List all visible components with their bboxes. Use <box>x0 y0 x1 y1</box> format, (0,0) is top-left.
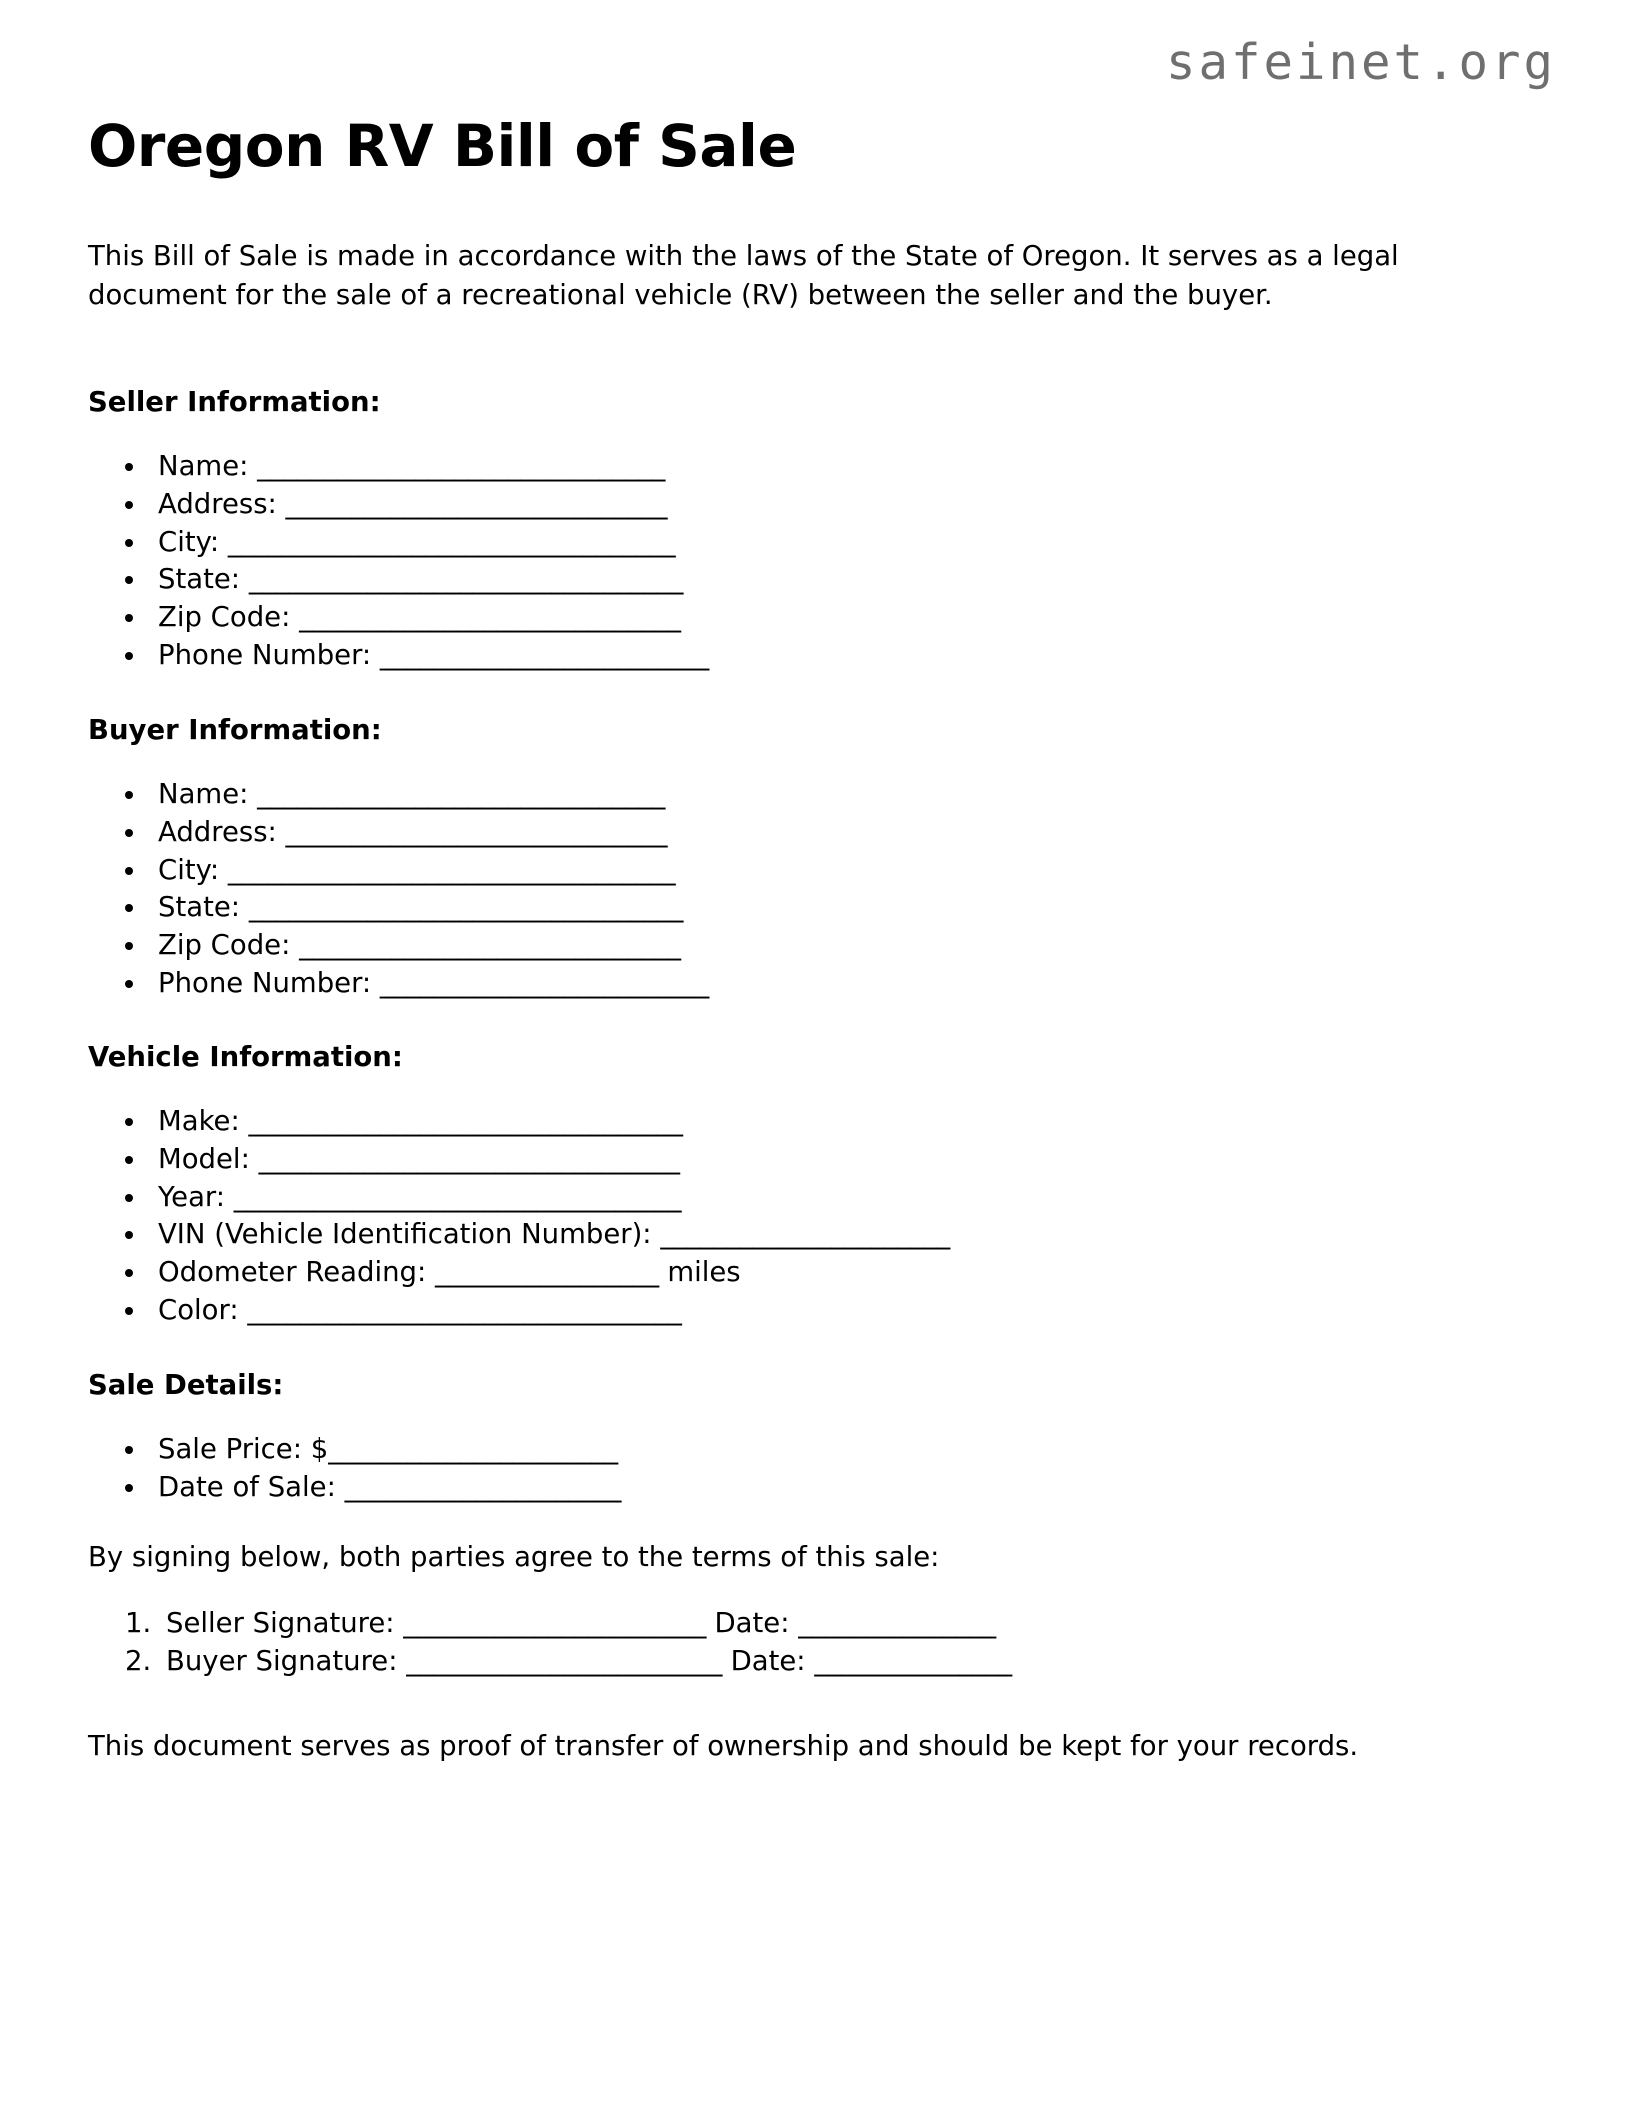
sale-fields-list <box>88 1431 621 1507</box>
list-item <box>160 1643 1012 1681</box>
field-blank[interactable]: _________________ <box>435 1256 659 1289</box>
field-blank[interactable]: _________________________ <box>379 967 709 1000</box>
field-blank[interactable]: _______________________________ <box>257 778 665 810</box>
field-label: City: <box>158 853 228 886</box>
field-suffix: miles <box>658 1256 741 1289</box>
field-blank[interactable]: __________________________________ <box>233 1180 681 1213</box>
field-blank[interactable]: _________________________________ <box>248 563 683 596</box>
field-label: Phone Number: <box>158 639 380 672</box>
list-item <box>148 1254 950 1292</box>
list-item <box>148 965 709 1003</box>
field-blank[interactable]: _____________________________ <box>299 929 681 962</box>
field-blank[interactable]: _________________________________ <box>247 1294 682 1327</box>
field-blank[interactable]: __________________________________ <box>227 853 676 886</box>
date-blank[interactable]: _______________ <box>814 1644 1012 1677</box>
list-item <box>160 1605 1012 1643</box>
list-item <box>148 561 709 599</box>
field-label: VIN (Vehicle Identification Number): <box>158 1218 661 1251</box>
field-label: Name: <box>158 778 258 810</box>
agreement-statement: By signing below, both parties agree to the terms of this sale: <box>88 1541 940 1573</box>
list-item <box>148 486 709 524</box>
field-label: Phone Number: <box>158 967 380 1000</box>
field-blank[interactable]: _________________________________ <box>248 1105 683 1137</box>
list-item <box>148 776 709 814</box>
field-label: Zip Code: <box>158 929 300 962</box>
list-item <box>148 1216 950 1254</box>
closing-paragraph: This document serves as proof of transfer of ownership and should be kept for your records. <box>88 1730 1359 1762</box>
field-blank[interactable]: _______________________________ <box>257 450 665 482</box>
buyer-information-heading: Buyer Information: <box>88 714 382 746</box>
buyer-fields-list <box>88 776 709 1003</box>
field-label: Odometer Reading: <box>158 1256 436 1289</box>
seller-information-heading: Seller Information: <box>88 386 381 418</box>
field-blank[interactable]: _____________________________ <box>299 601 681 634</box>
field-blank[interactable]: _________________________ <box>379 639 709 672</box>
sale-details-heading: Sale Details: <box>88 1369 284 1401</box>
field-label: Year: <box>158 1180 234 1213</box>
signature-label: Buyer Signature: <box>166 1644 407 1677</box>
field-label: Model: <box>158 1142 259 1175</box>
date-blank[interactable]: _______________ <box>798 1607 996 1639</box>
field-blank[interactable]: _____________________ <box>344 1470 621 1503</box>
seller-fields-list <box>88 448 709 675</box>
vehicle-fields-list <box>88 1103 950 1330</box>
list-item <box>148 637 709 675</box>
signature-blank[interactable]: ________________________ <box>406 1644 722 1677</box>
list-item <box>148 1179 950 1217</box>
list-item <box>148 599 709 637</box>
vehicle-information-heading: Vehicle Information: <box>88 1041 403 1073</box>
field-label: Address: <box>158 487 286 520</box>
field-blank[interactable]: _____________________________ <box>285 815 667 848</box>
list-item <box>148 927 709 965</box>
field-label: State: <box>158 891 249 924</box>
list-item <box>148 852 709 890</box>
page-title: Oregon RV Bill of Sale <box>88 112 797 180</box>
field-label: State: <box>158 563 249 596</box>
field-label: Sale Price: $ <box>158 1433 329 1465</box>
field-label: Address: <box>158 815 286 848</box>
field-label: Name: <box>158 450 258 482</box>
signature-blank[interactable]: _______________________ <box>403 1607 706 1639</box>
field-label: City: <box>158 525 228 558</box>
signature-label: Seller Signature: <box>166 1607 404 1639</box>
signature-list <box>88 1605 1012 1681</box>
field-blank[interactable]: ______________________ <box>328 1433 618 1465</box>
list-item <box>148 1292 950 1330</box>
list-item <box>148 1141 950 1179</box>
field-blank[interactable]: _________________________________ <box>248 891 683 924</box>
field-blank[interactable]: _____________________________ <box>285 487 667 520</box>
field-blank[interactable]: ______________________ <box>660 1218 950 1251</box>
field-label: Make: <box>158 1105 249 1137</box>
list-item <box>148 448 709 486</box>
field-blank[interactable]: __________________________________ <box>227 525 676 558</box>
list-item <box>148 524 709 562</box>
list-item <box>148 814 709 852</box>
list-item <box>148 1103 950 1141</box>
field-label: Zip Code: <box>158 601 300 634</box>
list-item <box>148 1469 621 1507</box>
intro-paragraph: This Bill of Sale is made in accordance with the laws of the State of Oregon. It serves as a legal document for the sale of a recreational vehicle (RV) between the seller and the buyer. <box>88 240 1399 312</box>
list-item <box>148 1431 621 1469</box>
date-label: Date: <box>705 1607 799 1639</box>
list-item <box>148 889 709 927</box>
field-label: Color: <box>158 1294 248 1327</box>
date-label: Date: <box>721 1644 815 1677</box>
site-watermark: safeinet.org <box>1165 34 1556 91</box>
field-label: Date of Sale: <box>158 1470 345 1503</box>
field-blank[interactable]: ________________________________ <box>258 1142 680 1175</box>
